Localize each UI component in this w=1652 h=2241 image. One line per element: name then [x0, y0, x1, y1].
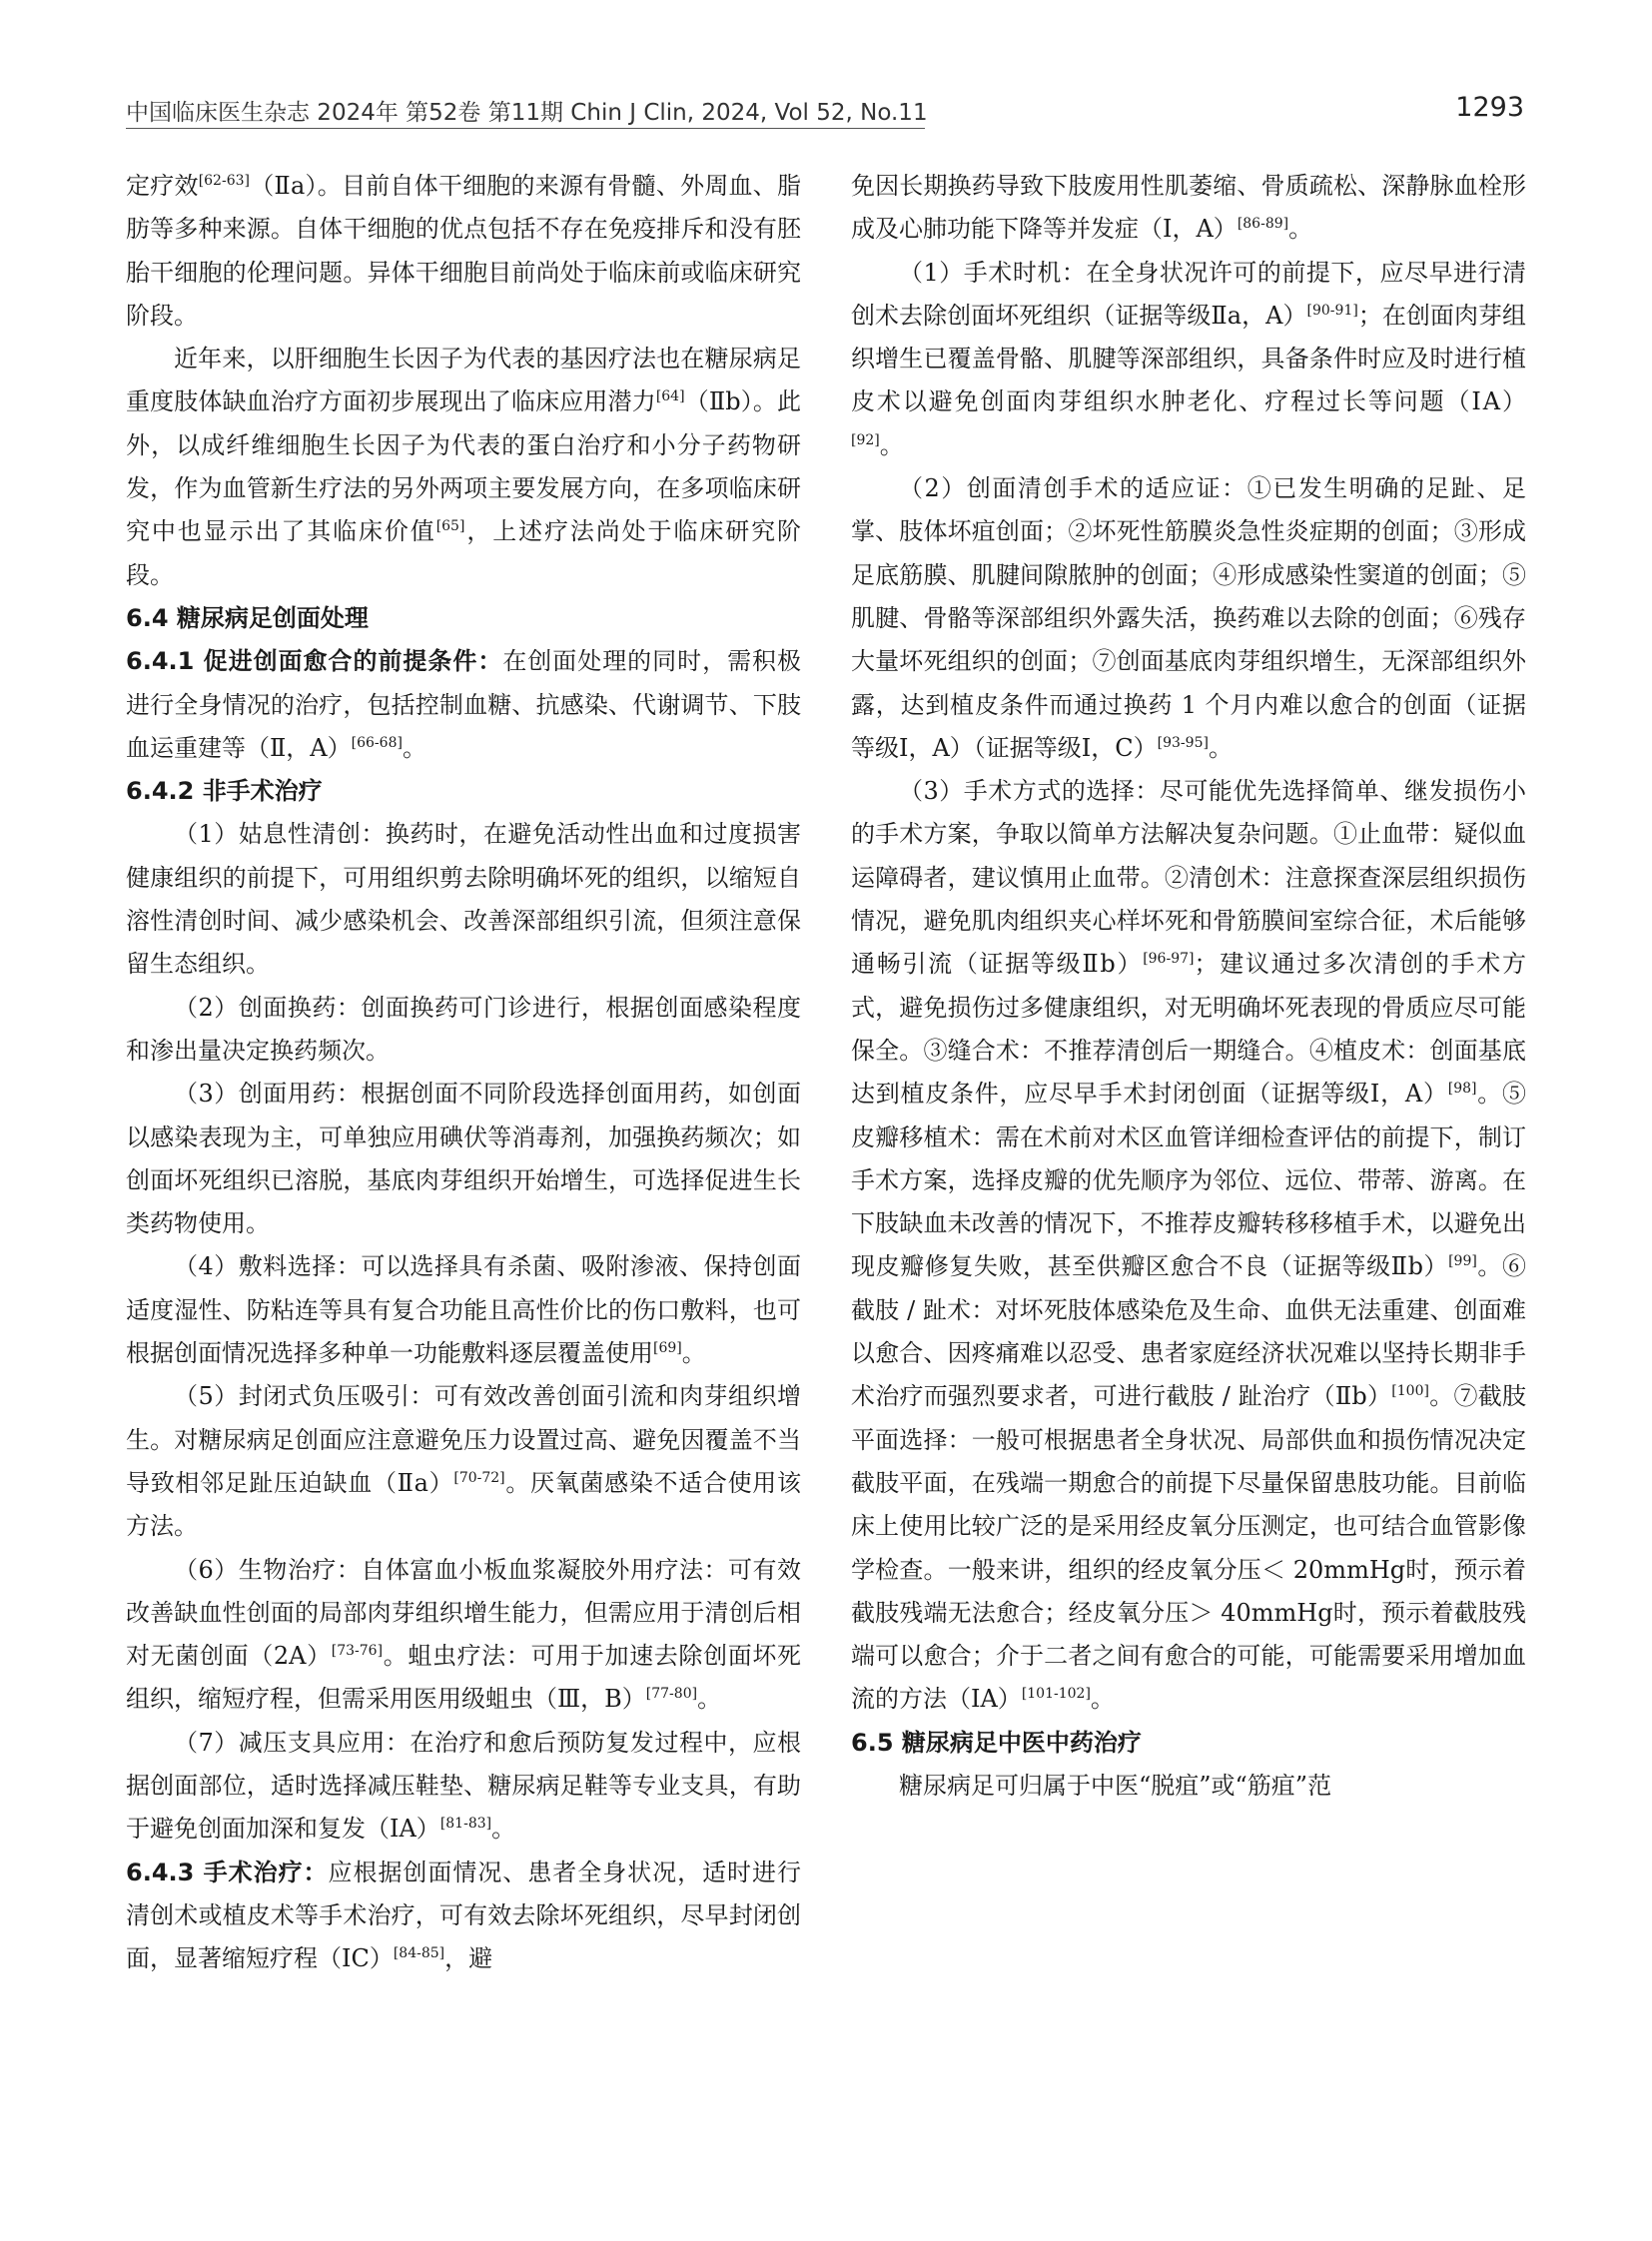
running-header: [126, 92, 1524, 132]
citation: [93-95]: [1157, 734, 1209, 751]
citation: [100]: [1391, 1383, 1429, 1400]
paragraph: 定疗效[62-63]（Ⅱa）。目前自体干细胞的来源有骨髓、外周血、脂肪等多种来源。自体干细胞的优点包括不存在免疫排斥和没有胚胎干细胞的伦理问题。异体干细胞目前尚处于临床前或临床研究阶段。: [126, 172, 802, 330]
citation: [99]: [1448, 1253, 1477, 1270]
left-column: [126, 165, 801, 1980]
citation: [98]: [1447, 1081, 1477, 1098]
citation: [86-89]: [1237, 216, 1289, 233]
citation: [70-72]: [453, 1469, 505, 1486]
page-number: 1293: [1455, 92, 1524, 123]
citation: [81-83]: [439, 1816, 492, 1833]
citation: [101-102]: [1021, 1686, 1091, 1703]
citation: [84-85]: [393, 1945, 445, 1962]
header-rule: [126, 128, 925, 129]
paragraph: （7）减压支具应用：在治疗和愈后预防复发过程中，应根据创面部位，适时选择减压鞋垫、糖尿病足鞋等专业支具，有助于避免创面加深和复发（ⅠA）[81-83]。: [126, 1728, 801, 1844]
subsection-heading: 6.4.3 手术治疗：: [126, 1858, 329, 1886]
paragraph: 6.4.3 手术治疗：应根据创面情况、患者全身状况，适时进行清创术或植皮术等手术治疗，可有效去除坏死组织，尽早封闭创面，显著缩短疗程（ⅠC）[84-85]，避: [126, 1858, 801, 1973]
paragraph: 免因长期换药导致下肢废用性肌萎缩、骨质疏松、深静脉血栓形成及心肺功能下降等并发症（Ⅰ，A）[86-89]。: [851, 172, 1526, 244]
section-heading: 6.5 糖尿病足中医中药治疗: [851, 1728, 1142, 1757]
citation: [65]: [435, 518, 465, 535]
paragraph: （3）手术方式的选择：尽可能优先选择简单、继发损伤小的手术方案，争取以简单方法解决复杂问题。①止血带：疑似血运障碍者，建议慎用止血带。②清创术：注意探查深层组织损伤情况，避免肌肉组织夹心样坏死和骨筋膜间室综合征，术后能够通畅引流（证据等级Ⅱb）[96-97]；建议通过多次清创的手术方式，避免损伤过多健康组织，对无明确坏死表现的骨质应尽可能保全。③缝合术：不推荐清创后一期缝合。④植皮术：创面基底达到植皮条件，应尽早手术封闭创面（证据等级Ⅰ，A）[98]。⑤皮瓣移植术：需在术前对术区血管详细检查评估的前提下，制订手术方案，选择皮瓣的优先顺序为邻位、远位、带蒂、游离。在下肢缺血未改善的情况下，不推荐皮瓣转移移植手术，以避免出现皮瓣修复失败，甚至供瓣区愈合不良（证据等级Ⅱb）[99]。⑥截肢 / 趾术：对坏死肢体感染危及生命、血供无法重建、创面难以愈合、因疼痛难以忍受、患者家庭经济状况难以坚持长期非手术治疗而强烈要求者，可进行截肢 / 趾治疗（Ⅱb）[100]。⑦截肢平面选择：一般可根据患者全身状况、局部供血和损伤情况决定截肢平面，在残端一期愈合的前提下尽量保留患肢功能。目前临床上使用比较广泛的是采用经皮氧分压测定，也可结合血管影像学检查。一般来讲，组织的经皮氧分压＜ 20mmHg时，预示着截肢残端无法愈合；经皮氧分压＞ 40mmHg时，预示着截肢残端可以愈合；介于二者之间有愈合的可能，可能需要采用增加血流的方法（ⅠA）[101-102]。: [851, 777, 1526, 1714]
citation: [66-68]: [351, 734, 403, 751]
paragraph: （5）封闭式负压吸引：可有效改善创面引流和肉芽组织增生。对糖尿病足创面应注意避免压力设置过高、避免因覆盖不当导致相邻足趾压迫缺血（Ⅱa）[70-72]。厌氧菌感染不适合使用该方法。: [126, 1382, 801, 1541]
subsection-heading: 6.4.2 非手术治疗: [126, 777, 323, 806]
paragraph: 糖尿病足可归属于中医“脱疽”或“筋疽”范: [899, 1771, 1332, 1800]
citation: [62-63]: [198, 173, 250, 189]
paragraph: （4）敷料选择：可以选择具有杀菌、吸附渗液、保持创面适度湿性、防粘连等具有复合功能且高性价比的伤口敷料，也可根据创面情况选择多种单一功能敷料逐层覆盖使用[69]。: [126, 1252, 801, 1368]
paragraph: （6）生物治疗：自体富血小板血浆凝胶外用疗法：可有效改善缺血性创面的局部肉芽组织增生能力，但需应用于清创后相对无菌创面（2A）[73-76]。蛆虫疗法：可用于加速去除创面坏死组织，缩短疗程，但需采用医用级蛆虫（Ⅲ，B）[77-80]。: [126, 1555, 802, 1714]
citation: [90-91]: [1306, 302, 1358, 319]
citation: [92]: [851, 431, 880, 448]
journal-citation: 中国临床医生杂志 2024年 第52卷 第11期 Chin J Clin, 2024, Vol 52, No.11: [126, 100, 928, 126]
paragraph: 近年来，以肝细胞生长因子为代表的基因疗法也在糖尿病足重度肢体缺血治疗方面初步展现出了临床应用潜力[64]（Ⅱb）。此外，以成纤维细胞生长因子为代表的蛋白治疗和小分子药物研发，作为血管新生疗法的另外两项主要发展方向，在多项临床研究中也显示出了其临床价值[65]，上述疗法尚处于临床研究阶段。: [126, 345, 802, 589]
paragraph: （1）姑息性清创：换药时，在避免活动性出血和过度损害健康组织的前提下，可用组织剪去除明确坏死的组织，以缩短自溶性清创时间、减少感染机会、改善深部组织引流，但须注意保留生态组织。: [126, 820, 801, 979]
paragraph: （2）创面清创手术的适应证：①已发生明确的足趾、足掌、肢体坏疽创面；②坏死性筋膜炎急性炎症期的创面；③形成足底筋膜、肌腱间隙脓肿的创面；④形成感染性窦道的创面；⑤肌腱、骨骼等深部组织外露失活，换药难以去除的创面；⑥残存大量坏死组织的创面；⑦创面基底肉芽组织增生，无深部组织外露，达到植皮条件而通过换药 1 个月内难以愈合的创面（证据等级Ⅰ，A）（证据等级Ⅰ，C）[93-95]。: [851, 474, 1526, 762]
paragraph: 6.4.1 促进创面愈合的前提条件：在创面处理的同时，需积极进行全身情况的治疗，包括控制血糖、抗感染、代谢调节、下肢血运重建等（Ⅱ，A）[66-68]。: [126, 647, 802, 762]
right-column: [851, 165, 1526, 1808]
paragraph: （2）创面换药：创面换药可门诊进行，根据创面感染程度和渗出量决定换药频次。: [126, 993, 801, 1065]
citation: [69]: [653, 1340, 682, 1357]
citation: [64]: [655, 388, 685, 405]
citation: [73-76]: [331, 1643, 384, 1660]
paragraph: （1）手术时机：在全身状况许可的前提下，应尽早进行清创术去除创面坏死组织（证据等级Ⅱa，A）[90-91]；在创面肉芽组织增生已覆盖骨骼、肌腱等深部组织，具备条件时应及时进行植皮术以避免创面肉芽组织水肿老化、疗程过长等问题（ⅠA）[92]。: [851, 258, 1527, 459]
citation: [96-97]: [1143, 951, 1195, 968]
subsection-heading: 6.4.1 促进创面愈合的前提条件：: [126, 647, 503, 676]
paragraph: （3）创面用药：根据创面不同阶段选择创面用药，如创面以感染表现为主，可单独应用碘伏等消毒剂，加强换药频次；如创面坏死组织已溶脱，基底肉芽组织开始增生，可选择促进生长类药物使用。: [126, 1080, 801, 1238]
citation: [77-80]: [645, 1686, 698, 1703]
section-heading: 6.4 糖尿病足创面处理: [126, 603, 369, 632]
